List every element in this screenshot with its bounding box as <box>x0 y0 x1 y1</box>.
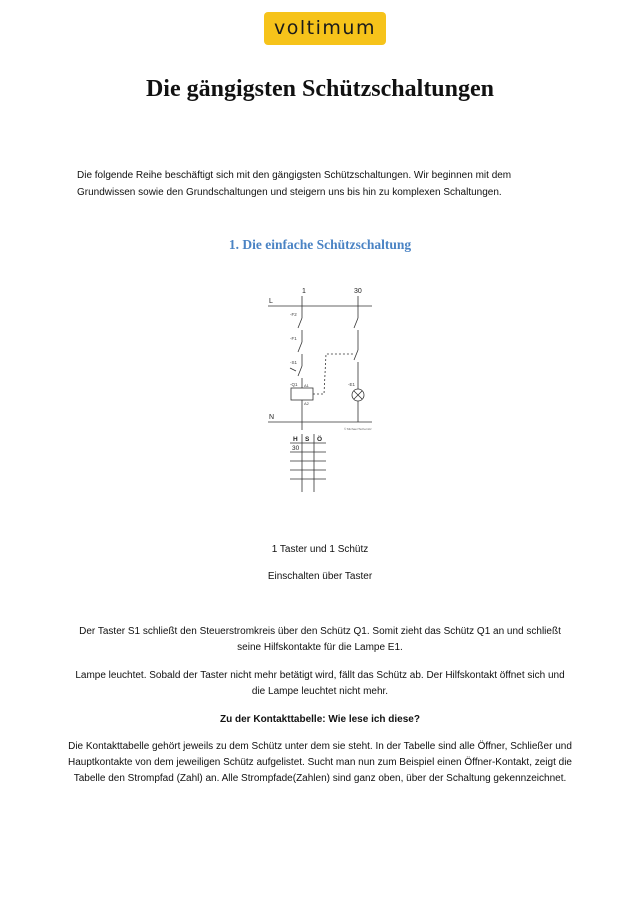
intro-paragraph: Die folgende Reihe beschäftigt sich mit den gängigsten Schützschaltungen. Wir beginnen mit dem Grundwissen sowie den Grundschaltungen und steigern uns bis hin zu komplexen Schaltungen. <box>77 170 512 198</box>
switch-f1-contact <box>298 342 302 352</box>
caption-2: Einschalten über Taster <box>267 571 373 582</box>
voltimum-logo: voltimum <box>264 12 386 45</box>
contactor-q1-coil <box>291 388 313 400</box>
path-label-1: 1 <box>302 288 306 295</box>
contact-table-heading: Zu der Kontakttabelle: Wie lese ich diese? <box>220 714 420 725</box>
page-title: Die gängigsten Schützschaltungen <box>145 76 495 102</box>
label-a2: A2 <box>304 401 309 406</box>
label-f2: -F2 <box>290 312 297 317</box>
label-e1: -E1 <box>348 382 356 387</box>
label-f1-left: -F1 <box>290 336 297 341</box>
table-cell-30: 30 <box>292 445 300 452</box>
label-q1: -Q1 <box>290 382 298 387</box>
paragraph-2: Lampe leuchtet. Sobald der Taster nicht mehr betätigt wird, fällt das Schütz ab. Der Hilfskontakt öffnet sich und die Lampe leuchtet nicht mehr. <box>75 670 565 697</box>
circuit-diagram <box>254 284 388 494</box>
q1-aux-contact <box>354 350 358 360</box>
paragraph-1: Der Taster S1 schließt den Steuerstromkreis über den Schütz Q1. Somit zieht das Schütz Q1 an und schließt seine Hilfskontakte für die Lampe E1. <box>79 626 561 653</box>
table-header-o: Ö <box>317 436 323 443</box>
table-header-s: S <box>305 436 310 443</box>
rail-label-n: N <box>269 414 275 421</box>
fuse-f1-contact <box>354 318 358 328</box>
caption-1: 1 Taster und 1 Schütz <box>271 544 369 555</box>
table-header-h: H <box>293 436 298 443</box>
contact-table-paragraph: Die Kontakttabelle gehört jeweils zu dem Schütz unter dem sie steht. In der Tabelle sind alle Öffner, Schließer und Hauptkontakte von dem jeweiligen Schütz aufgelistet. Sucht man nun zum Beispiel einen Öffner-Kontakt, zeigt die Tabelle den Strompfad (Zahl) an. Alle Strompfade(Zahlen) sind ganz oben, über der Schaltung gekennzeichnet. <box>68 741 572 784</box>
fuse-f2-contact <box>298 318 302 328</box>
rail-label-l: L <box>269 298 273 305</box>
label-s1: -S1 <box>290 360 298 365</box>
copyright-note: © Michael Tschernitz <box>344 427 372 431</box>
section-title: 1. Die einfache Schützschaltung <box>228 237 412 252</box>
path-label-30: 30 <box>354 288 362 295</box>
label-a1: A1 <box>304 383 309 388</box>
button-s1-contact <box>298 366 302 376</box>
mechanical-link <box>313 354 354 394</box>
